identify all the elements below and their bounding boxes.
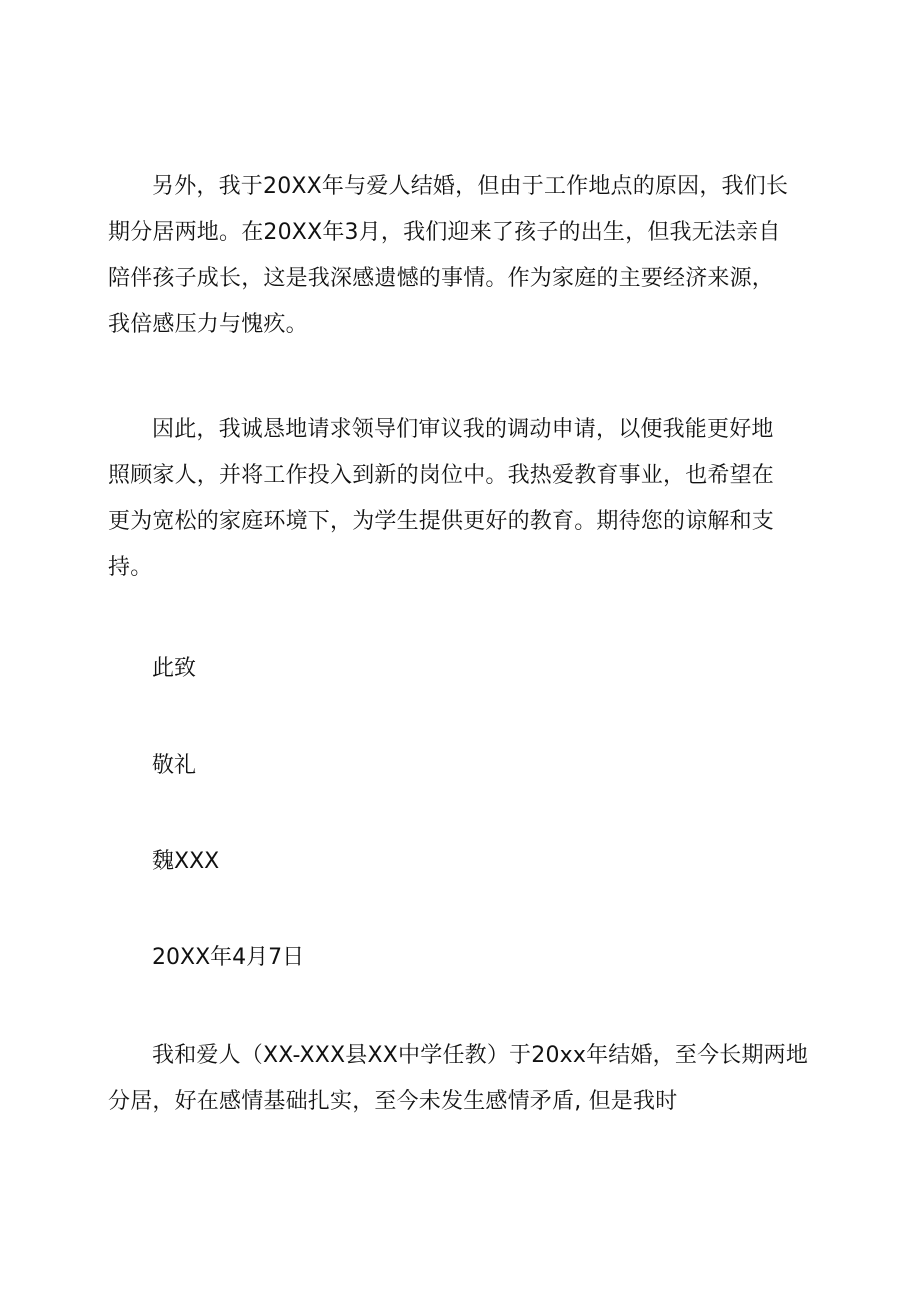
paragraph-line: 因此，我诚恳地请求领导们审议我的调动申请，以便我能更好地 <box>152 417 774 442</box>
paragraph-line: 更为宽松的家庭环境下，为学生提供更好的教育。期待您的谅解和支 <box>108 509 775 534</box>
paragraph-line: 另外，我于20XX年与爱人结婚，但由于工作地点的原因，我们长 <box>152 174 789 199</box>
paragraph-line: 我倍感压力与愧疚。 <box>108 312 308 337</box>
paragraph-transfer-request <box>108 407 823 591</box>
signature-name: 魏XXX <box>152 849 220 874</box>
signature-date: 20XX年4月7日 <box>152 945 305 970</box>
paragraph-line: 持。 <box>108 555 153 580</box>
paragraph-line: 陪伴孩子成长，这是我深感遗憾的事情。作为家庭的主要经济来源， <box>108 266 775 291</box>
paragraph-marriage-background <box>108 1033 823 1125</box>
paragraph-line: 期分居两地。在20XX年3月，我们迎来了孩子的出生，但我无法亲自 <box>108 220 781 245</box>
closing-regards: 敬礼 <box>152 753 197 778</box>
paragraph-line: 我和爱人（XX-XXX县XX中学任教）于20xx年结婚，至今长期两地 <box>152 1043 809 1068</box>
paragraph-line: 照顾家人，并将工作投入到新的岗位中。我热爱教育事业，也希望在 <box>108 463 775 488</box>
closing-salutation: 此致 <box>152 656 197 681</box>
paragraph-family-situation <box>108 164 823 348</box>
paragraph-line: 分居，好在感情基础扎实，至今未发生感情矛盾, 但是我时 <box>108 1089 678 1114</box>
